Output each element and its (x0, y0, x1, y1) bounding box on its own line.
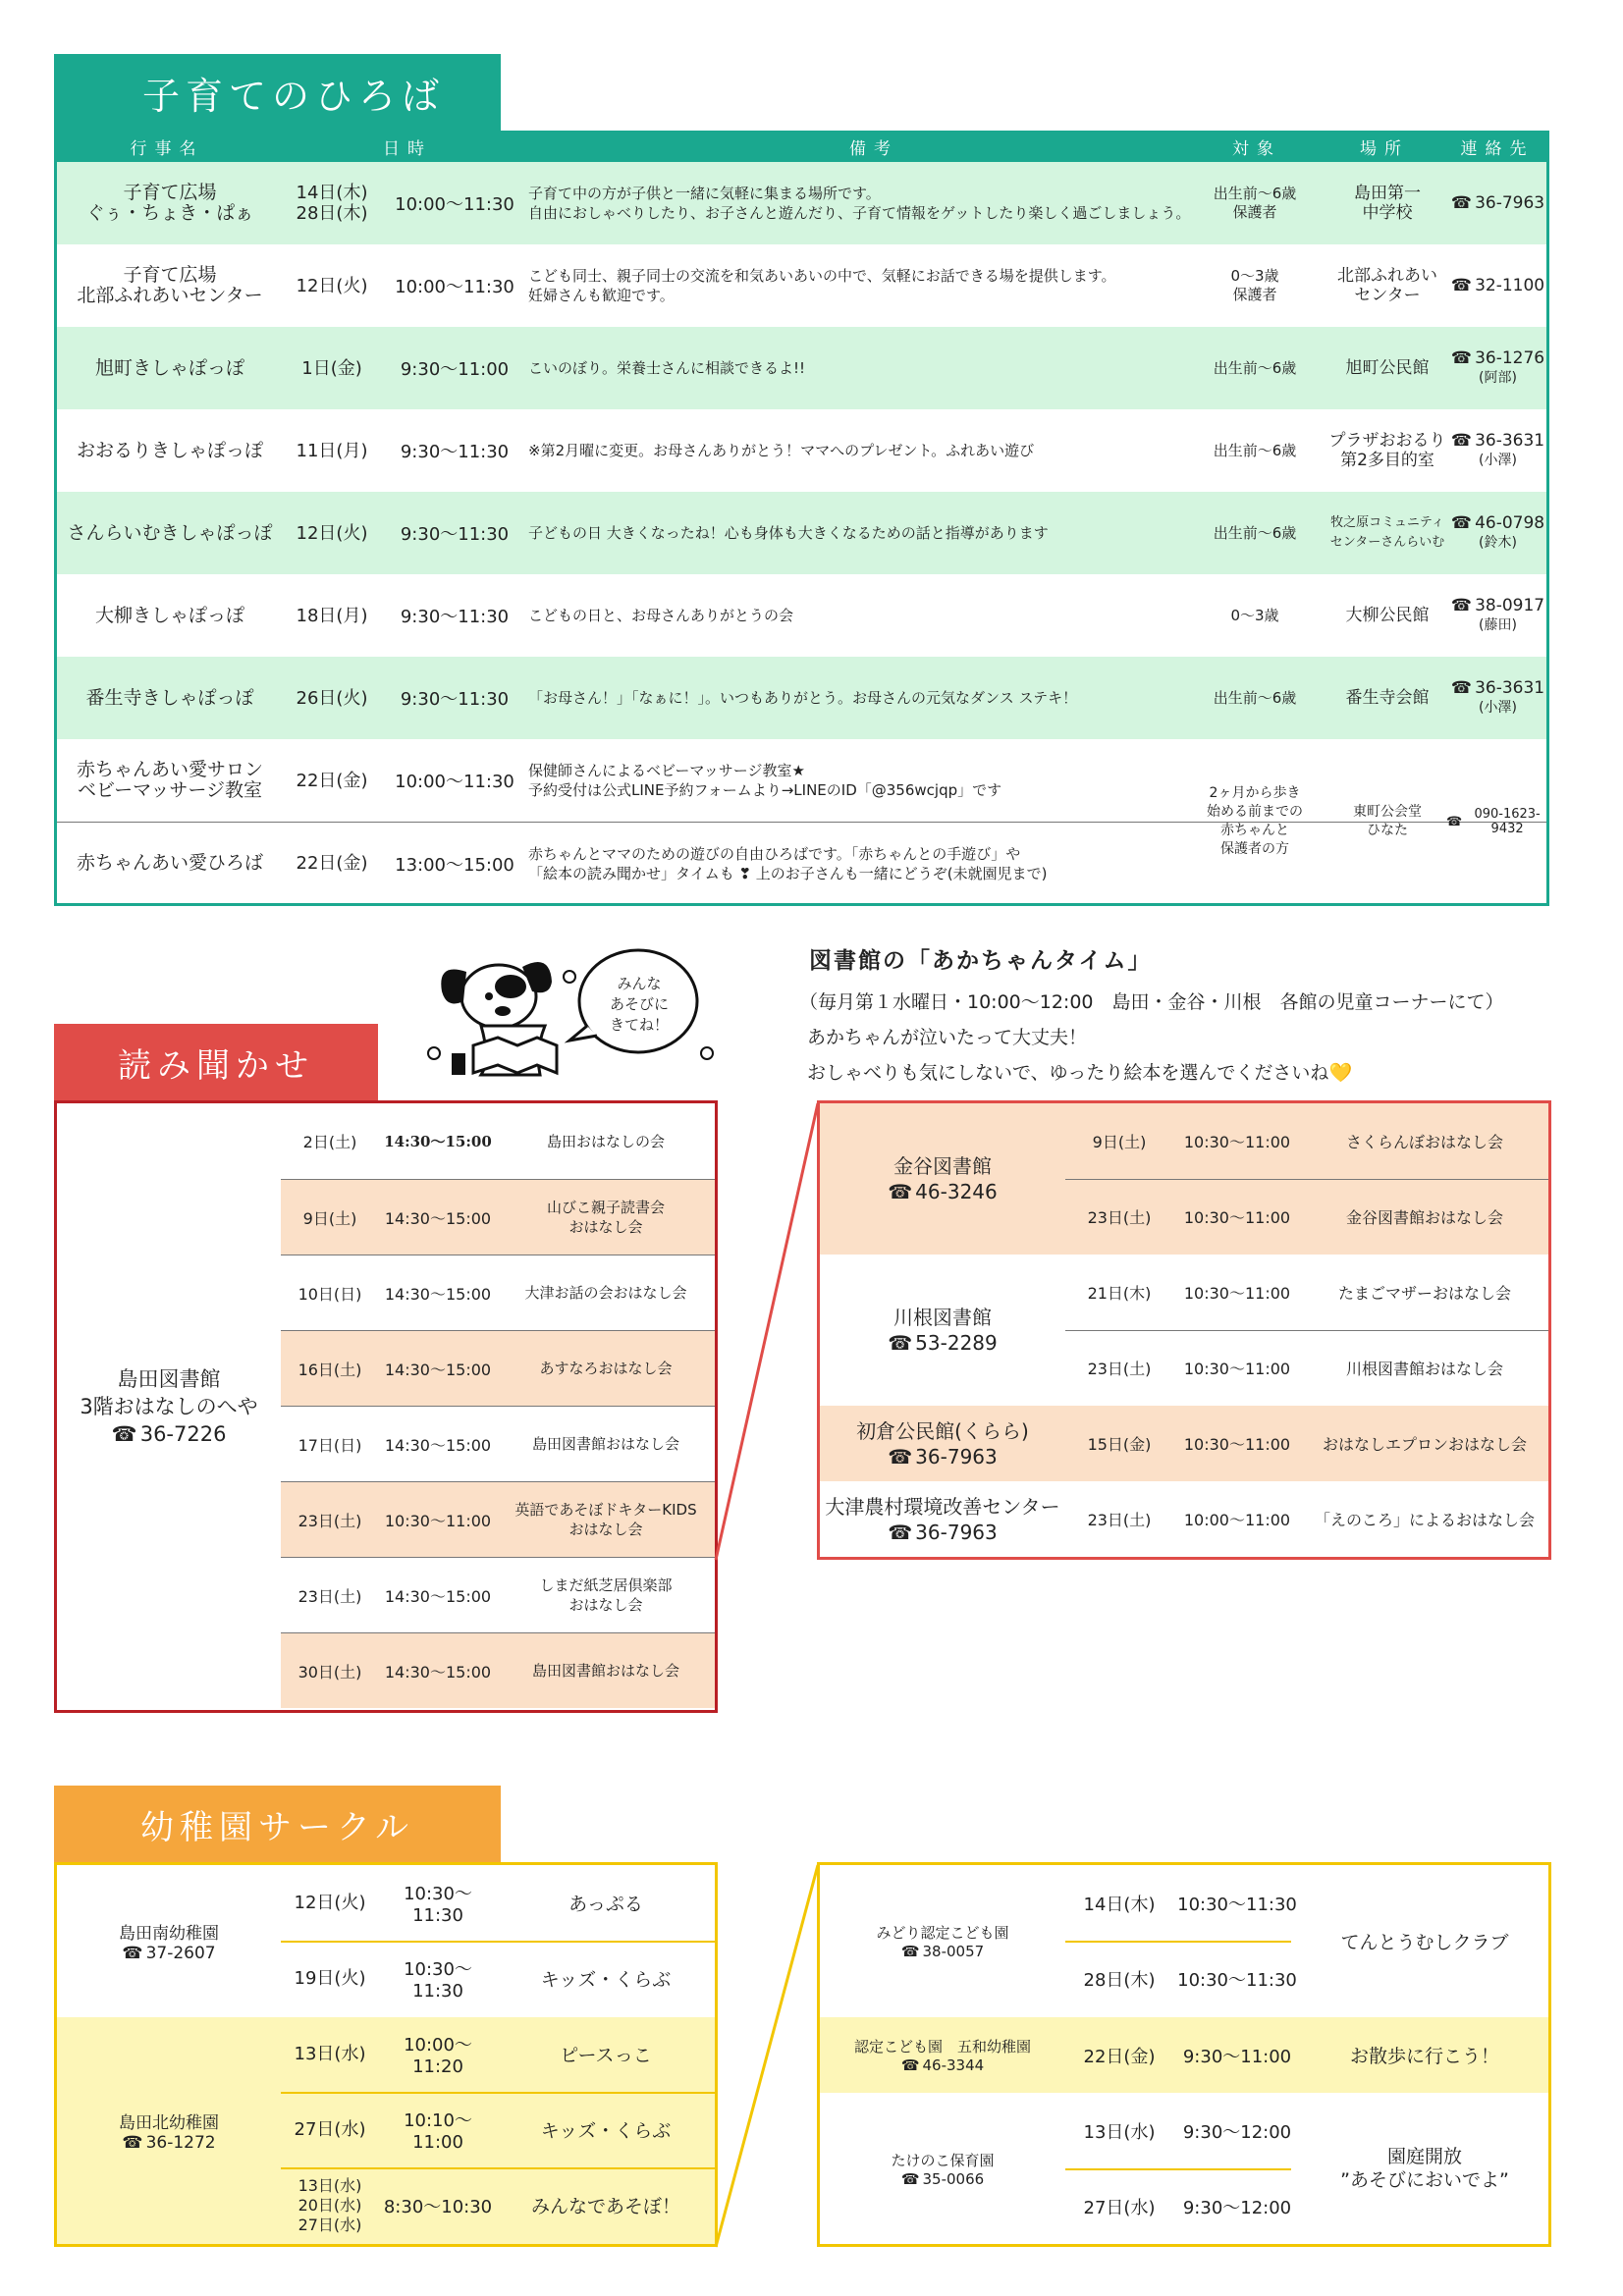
event-place: プラザおおるり 第2多目的室 (1328, 431, 1446, 470)
kosodate-row (57, 657, 1546, 739)
yomi-title-text: 読み聞かせ (118, 1045, 314, 1086)
minami-kindergarten-name: 島田南幼稚園 (119, 1924, 219, 1944)
event-date: 26日(火) (296, 687, 368, 709)
kosodate-row (57, 574, 1546, 657)
yomi-date: 10日(日) (298, 1284, 362, 1304)
header-event-name: 行事名 (130, 138, 204, 159)
kindergarten-right-row (820, 2017, 1548, 2093)
yochi-title-text: 幼稚園サークル (140, 1807, 414, 1847)
branch-event: 川根図書館おはなし会 (1345, 1360, 1503, 1378)
branch-library-phone: ☎ 36-7963 (888, 1444, 998, 1469)
event-target: 出生前～6歳 (1213, 441, 1297, 459)
circle-date: 27日(水) (294, 2118, 366, 2140)
kosodate-row (57, 162, 1546, 244)
branch-library-name: 金谷図書館 (893, 1154, 992, 1178)
event-name: 子育て広場 北部ふれあいセンター (77, 264, 263, 306)
yomi-row (281, 1255, 715, 1330)
event-date: 12日(火) (296, 522, 368, 544)
event-note: 「お母さん！」「なぁに！」。いつもありがとう。お母さんの元気なダンス ステキ！ (528, 689, 1078, 707)
yomi-row (281, 1406, 715, 1481)
circle-date: 13日(水) 20日(水) 27日(水) (298, 2175, 362, 2234)
contact-phone: ☎ 38-0917 (1451, 596, 1544, 615)
branch-time: 10:00～11:00 (1183, 1511, 1291, 1529)
library-akachan-schedule: （毎月第１水曜日・10:00～12:00 島田・金谷・川根 各館の児童コーナーにて） (799, 991, 1504, 1013)
circle-time: 10:30～11:30 (1177, 1969, 1297, 1991)
event-time: 9:30～11:00 (400, 359, 510, 380)
circle-time: 10:30～11:30 (404, 1959, 472, 2002)
library-akachan-line2: あかちゃんが泣いたって大丈夫！ (807, 1027, 1088, 1048)
event-place: 番生寺会館 (1345, 688, 1430, 708)
library-akachan-line3-text: おしゃべりも気にしないで、ゆったり絵本を選んでくださいね (807, 1062, 1329, 1084)
event-name: 番生寺きしゃぽっぽ (85, 686, 254, 709)
yomi-time: 14:30～15:00 (384, 1360, 492, 1379)
event-place: 旭町公民館 (1345, 358, 1430, 378)
ikawa-kindergarten-name: 認定こども園 五和幼稚園 (853, 2038, 1031, 2056)
kindergarten-right-row (820, 2093, 1548, 2168)
circle-event: キッズ・くらぶ (540, 1969, 672, 1991)
event-name: 旭町きしゃぽっぽ (94, 356, 244, 379)
branch-event: 金谷図書館おはなし会 (1345, 1208, 1503, 1227)
branch-date: 9日(土) (1092, 1133, 1147, 1151)
tentomushi-club-event: てんとうむしクラブ (1340, 1932, 1509, 1953)
yomi-time: 14:30～15:00 (384, 1586, 492, 1606)
circle-time: 9:30～11:00 (1182, 2046, 1292, 2067)
kosodate-table-header (54, 131, 1549, 162)
branch-time: 10:30～11:00 (1183, 1435, 1291, 1454)
yomi-event: 島田おはなしの会 (546, 1132, 665, 1150)
event-time: 9:30～11:30 (400, 607, 510, 627)
circle-date: 27日(水) (1083, 2197, 1156, 2218)
shimada-library-name: 島田図書館 3階おはなしのへや (80, 1367, 258, 1418)
kosodate-title-text: 子育てのひろば (142, 74, 446, 118)
yomi-event: 島田図書館おはなし会 (531, 1662, 679, 1680)
yomi-date: 2日(土) (302, 1133, 357, 1151)
yochi-left-table (54, 1862, 718, 2247)
yomi-event: しまだ紙芝居倶楽部 おはなし会 (539, 1576, 673, 1614)
connector-lines-yellow (712, 1862, 822, 2253)
yomi-row (281, 1179, 715, 1255)
event-contact (1446, 492, 1549, 574)
event-note: 保健師さんによるベビーマッサージ教室★ 予約受付は公式LINE予約フォームより→LINEのID「@356wcjqp」です (528, 762, 1002, 799)
contact-phone: ☎ 36-7963 (1451, 193, 1544, 213)
event-target: 0～3歳 保護者 (1230, 267, 1279, 303)
event-date: 1日(金) (301, 357, 362, 379)
circle-time: 8:30～10:30 (383, 2196, 493, 2217)
circle-event: あっぷる (568, 1894, 643, 1915)
kindergarten-row (281, 1941, 715, 2016)
event-place: 牧之原コミュニティ センターさんらいむ (1329, 515, 1445, 550)
event-name: おおるりきしゃぽっぽ (76, 439, 263, 461)
circle-date: 22日(金) (1083, 2046, 1156, 2067)
yomi-event: あすなろおはなし会 (539, 1360, 673, 1377)
event-date: 12日(火) (296, 275, 368, 296)
event-name: さんらいむきしゃぽっぽ (67, 521, 273, 544)
yomi-date: 23日(土) (298, 1586, 362, 1606)
header-contact: 連絡先 (1460, 138, 1535, 159)
branch-event: おはなしエプロンおはなし会 (1322, 1435, 1527, 1454)
midori-kodomoen-name: みどり認定こども園 (876, 1924, 1009, 1942)
event-contact (1446, 162, 1549, 244)
yomi-time: 14:30～15:00 (384, 1208, 492, 1228)
heart-icon: 💛 (1328, 1062, 1353, 1084)
branch-library-cell (820, 1481, 1065, 1557)
minami-kindergarten-phone: ☎ 37-2607 (122, 1944, 215, 1963)
branch-library-name: 川根図書館 (893, 1306, 992, 1329)
circle-date: 14日(木) (1083, 1894, 1156, 1915)
kita-kindergarten-name: 島田北幼稚園 (119, 2113, 219, 2133)
aiai-contact: ☎ 090-1623-9432 (1446, 739, 1549, 904)
event-time: 9:30～11:30 (400, 442, 510, 462)
event-date: 22日(金) (296, 770, 368, 791)
event-date: 14日(木) 28日(木) (296, 183, 368, 224)
circle-event: キッズ・くらぶ (540, 2120, 672, 2142)
yomi-row (281, 1557, 715, 1632)
event-contact (1446, 574, 1549, 657)
event-target: 出生前～6歳 (1213, 688, 1297, 707)
header-place: 場所 (1360, 138, 1409, 159)
event-target: 0～3歳 (1230, 606, 1279, 624)
yomi-time: 14:30～15:00 (384, 1435, 492, 1455)
event-place: 大柳公民館 (1345, 606, 1430, 625)
event-note: 子どもの日 大きくなったね！心も身体も大きくなるための話と指導があります (528, 524, 1049, 542)
contact-phone: ☎ 36-3631 (1451, 678, 1544, 698)
kindergarten-right-row (820, 1941, 1548, 2016)
aiai-place: 東町公会堂 ひなた (1353, 804, 1422, 838)
branch-time: 10:30～11:00 (1183, 1208, 1291, 1227)
branch-date: 23日(土) (1087, 1208, 1152, 1227)
event-name: 赤ちゃんあい愛サロン ベビーマッサージ教室 (76, 759, 263, 801)
yochi-right-table (817, 1862, 1551, 2247)
branch-library-phone: ☎ 36-7963 (888, 1520, 998, 1545)
event-place: 島田第一 中学校 (1354, 184, 1421, 223)
library-akachan-title: 図書館の「あかちゃんタイム」 (809, 948, 1153, 974)
event-place: 北部ふれあい センター (1337, 266, 1437, 305)
yomi-date: 16日(土) (298, 1360, 362, 1379)
event-contact (1446, 409, 1549, 492)
circle-event: ピースっこ (560, 2045, 652, 2066)
yomi-table (54, 1100, 718, 1713)
kindergarten-row (281, 2016, 715, 2092)
event-time: 9:30～11:30 (400, 689, 510, 710)
branch-libraries-table (817, 1100, 1551, 1560)
yomi-date: 17日(日) (298, 1435, 362, 1455)
contact-phone: ☎ 32-1100 (1451, 276, 1544, 295)
event-target: 出生前～6歳 (1213, 358, 1297, 377)
contact-person: (小澤) (1479, 700, 1517, 716)
branch-library-name: 初倉公民館(くらら) (856, 1418, 1029, 1443)
event-date: 18日(月) (296, 605, 368, 626)
event-target: 出生前～6歳 保護者 (1213, 185, 1297, 221)
branch-date: 23日(土) (1087, 1360, 1152, 1378)
event-time: 13:00～15:00 (395, 854, 514, 876)
contact-person: (藤田) (1479, 617, 1517, 633)
circle-date: 19日(火) (294, 1967, 366, 1989)
branch-time: 10:30～11:00 (1183, 1284, 1291, 1303)
circle-date: 13日(水) (294, 2043, 366, 2064)
event-note: こいのぼり。栄養士さんに相談できるよ!! (528, 359, 806, 377)
connector-lines-red (712, 1100, 822, 1566)
entei-kaiho-event: 園庭開放 ”あそびにおいでよ” (1340, 2146, 1509, 2191)
circle-time: 10:30～11:30 (1177, 1894, 1297, 1915)
yomi-event: 島田図書館おはなし会 (531, 1435, 679, 1453)
circle-time: 10:00～11:20 (404, 2035, 472, 2077)
branch-library-phone: ☎ 53-2289 (888, 1330, 998, 1356)
circle-time: 9:30～12:00 (1182, 2197, 1292, 2218)
branch-time: 10:30～11:00 (1183, 1133, 1291, 1151)
header-target: 対象 (1232, 138, 1281, 159)
kosodate-row (57, 409, 1546, 492)
kosodate-section-title (54, 54, 501, 131)
branch-library-name: 大津農村環境改善センター (825, 1494, 1060, 1519)
ikawa-kindergarten-phone: ☎ 46-3344 (901, 2056, 984, 2074)
event-note: こどもの日と、お母さんありがとうの会 (528, 607, 794, 624)
circle-date: 28日(木) (1083, 1969, 1156, 1991)
event-date: 11日(月) (296, 440, 368, 461)
event-contact (1446, 244, 1549, 327)
kita-kindergarten-cell (57, 2017, 281, 2244)
library-akachan-line3 (807, 1058, 1352, 1085)
event-time: 9:30～11:30 (400, 524, 510, 545)
minami-kindergarten-cell (57, 1865, 281, 2017)
takenoko-hoikuen-name: たけのこ保育園 (891, 2151, 995, 2169)
event-date: 22日(金) (296, 853, 368, 874)
event-name: 大柳きしゃぽっぽ (94, 604, 244, 626)
circle-time: 10:30～11:30 (404, 1884, 472, 1926)
yomi-time: 10:30～11:00 (384, 1511, 492, 1530)
branch-date: 15日(金) (1087, 1435, 1152, 1454)
contact-person: (小澤) (1479, 453, 1517, 468)
midori-kodomoen-phone: ☎ 38-0057 (901, 1943, 984, 1960)
yomi-row (281, 1330, 715, 1406)
branch-date: 23日(土) (1087, 1511, 1152, 1529)
branch-library-phone: ☎ 46-3246 (888, 1179, 998, 1204)
circle-time: 9:30～12:00 (1182, 2121, 1292, 2143)
kindergarten-right-row (820, 2168, 1548, 2244)
header-datetime: 日時 (383, 138, 432, 159)
contact-phone: ☎ 36-3631 (1451, 431, 1544, 451)
yomi-date: 30日(土) (298, 1662, 362, 1682)
aiai-target: 2ヶ月から歩き 始める前までの 赤ちゃんと 保護者の方 (1207, 785, 1303, 857)
contact-person: (鈴木) (1479, 535, 1517, 551)
kosodate-row (57, 492, 1546, 574)
kosodate-row (57, 327, 1546, 409)
event-target: 出生前～6歳 (1213, 523, 1297, 542)
branch-event: さくらんぼおはなし会 (1345, 1133, 1503, 1151)
shimada-library-cell (57, 1103, 281, 1710)
branch-time: 10:30～11:00 (1183, 1360, 1291, 1378)
yomi-row (281, 1481, 715, 1557)
event-time: 10:00～11:30 (395, 772, 514, 792)
event-contact (1446, 657, 1549, 739)
kindergarten-row (281, 2167, 715, 2243)
kosodate-row (57, 244, 1546, 327)
mascot-illustration (412, 937, 731, 1085)
yomi-time: 14:30～15:00 (384, 1284, 492, 1304)
event-note: 子育て中の方が子供と一緒に気軽に集まる場所です。 自由におしゃべりしたり、お子さんと遊んだり、子育て情報をゲットしたり楽しく過ごしましょう。 (528, 185, 1191, 222)
branch-library-cell (820, 1103, 1065, 1255)
contact-phone: ☎ 46-0798 (1451, 513, 1544, 533)
circle-date: 12日(火) (294, 1892, 366, 1913)
event-note: 赤ちゃんとママのための遊びの自由ひろばです。「赤ちゃんとの手遊び」や 「絵本の読み聞かせ」タイムも ❣ 上のお子さんも一緒にどうぞ(未就園児まで) (528, 844, 1048, 882)
branch-event: 「えのころ」によるおはなし会 (1314, 1511, 1535, 1529)
branch-library-cell (820, 1406, 1065, 1481)
yomi-event: 大津お話の会おはなし会 (524, 1284, 687, 1302)
yomi-row (281, 1103, 715, 1179)
circle-time: 10:10～11:00 (404, 2110, 472, 2153)
circle-date: 13日(水) (1083, 2121, 1156, 2143)
yomi-time: 14:30～15:00 (384, 1133, 492, 1150)
shimada-library-phone: ☎ 36-7226 (112, 1420, 227, 1448)
kita-kindergarten-phone: ☎ 36-1272 (122, 2133, 215, 2153)
event-time: 10:00～11:30 (395, 194, 514, 215)
contact-person: (阿部) (1479, 370, 1517, 386)
event-time: 10:00～11:30 (395, 277, 514, 297)
event-contact (1446, 327, 1549, 409)
circle-event: みんなであそぼ！ (530, 2196, 680, 2217)
branch-date: 21日(木) (1087, 1284, 1152, 1303)
event-name: 子育て広場 ぐぅ・ちょき・ぱぁ (85, 182, 254, 224)
osanpo-event: お散歩に行こう！ (1349, 2046, 1499, 2067)
yomi-time: 14:30～15:00 (384, 1662, 492, 1682)
branch-library-cell (820, 1255, 1065, 1406)
event-note: ※第2月曜に変更。お母さんありがとう！ママへのプレゼント。ふれあい遊び (528, 442, 1035, 459)
kindergarten-row (281, 2092, 715, 2167)
yomi-row (281, 1632, 715, 1708)
kindergarten-right-row (820, 1865, 1548, 1941)
event-note: こども同士、親子同士の交流を和気あいあいの中で、気軽にお話できる場を提供します。 妊婦さんも歓迎です。 (528, 267, 1116, 304)
yomi-date: 23日(土) (298, 1511, 362, 1530)
yomi-event: 英語であそぼドキターKIDS おはなし会 (514, 1501, 697, 1538)
header-notes: 備考 (849, 138, 898, 159)
yomi-section-title (54, 1024, 378, 1100)
yomi-date: 9日(土) (302, 1208, 357, 1228)
yomi-event: 山びこ親子読書会 おはなし会 (546, 1199, 665, 1236)
mascot-speech-text: みんな あそびに きてね！ (609, 974, 669, 1034)
takenoko-hoikuen-phone: ☎ 35-0066 (901, 2170, 984, 2188)
contact-phone: ☎ 36-1276 (1451, 348, 1544, 368)
branch-event: たまごマザーおはなし会 (1337, 1284, 1511, 1303)
kindergarten-row (281, 1865, 715, 1941)
event-name: 赤ちゃんあい愛ひろば (76, 852, 263, 874)
kosodate-table (54, 162, 1549, 906)
yochi-section-title (54, 1786, 501, 1862)
